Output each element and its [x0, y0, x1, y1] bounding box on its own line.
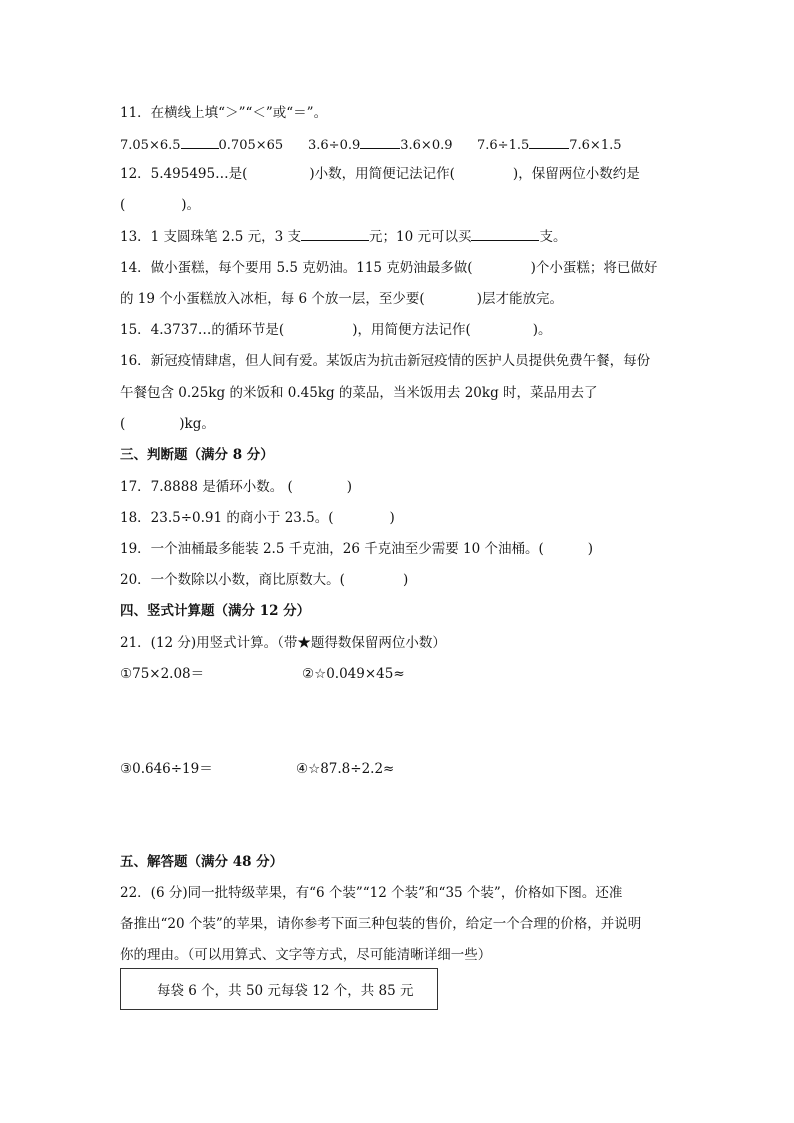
q12-text-d: ( — [120, 197, 126, 213]
q12-text-a: 12．5.495495…是( — [120, 166, 248, 182]
q18-close: ) — [389, 510, 395, 526]
q14-line-1 — [120, 259, 657, 277]
q21-title: 21．(12 分)用竖式计算。（带★题得数保留两位小数） — [120, 635, 446, 651]
q17-line — [120, 478, 352, 496]
q20-text: 20．一个数除以小数，商比原数大。( — [120, 572, 345, 588]
q11-c2-left: 3.6÷0.9 — [308, 138, 361, 153]
q18-text: 18．23.5÷0.91 的商小于 23.5。( — [120, 510, 334, 526]
q13-text-a: 13．1 支圆珠笔 2.5 元，3 支 — [120, 229, 301, 245]
price-box: 每袋 6 个，共 50 元每袋 12 个，共 85 元 — [120, 968, 438, 1010]
q11-c1-left: 7.05×6.5 — [120, 138, 181, 153]
q11-blank-2[interactable] — [360, 136, 400, 149]
q18-line — [120, 509, 395, 527]
q11-c3-right: 7.6×1.5 — [569, 138, 622, 153]
q15-text-a: 15．4.3737…的循环节是( — [120, 322, 285, 338]
q14-line-2 — [120, 290, 563, 308]
q21-problem-3: ③0.646÷19＝ — [120, 761, 213, 777]
q11-compare-1 — [120, 136, 283, 153]
q11-blank-1[interactable] — [181, 136, 219, 149]
q13-line — [120, 228, 566, 246]
q12-line-1 — [120, 165, 640, 183]
q11-compare-3 — [477, 136, 622, 153]
q16-line-3 — [120, 415, 215, 433]
q16-text-a: ( — [120, 416, 126, 432]
q11-compare-2 — [308, 136, 453, 153]
q22-line-3: 你的理由。（可以用算式、文字等方式，尽可能清晰详细一些） — [120, 947, 492, 963]
q16-line-1: 16．新冠疫情肆虐，但人间有爱。某饭店为抗击新冠疫情的医护人员提供免费午餐，每份 — [120, 353, 651, 369]
q11-c2-right: 3.6×0.9 — [400, 138, 453, 153]
q19-text: 19．一个油桶最多能装 2.5 千克油，26 千克油至少需要 10 个油桶。( — [120, 541, 544, 557]
q14-text-a: 14．做小蛋糕，每个要用 5.5 克奶油。115 克奶油最多做( — [120, 260, 473, 276]
q22-line-2: 备推出“20 个装”的苹果，请你参考下面三种包装的售价，给定一个合理的价格，并说明 — [120, 916, 642, 932]
q20-close: ) — [402, 572, 409, 588]
q14-text-b: )个小蛋糕；将已做好 — [530, 260, 658, 276]
q13-text-c: 支。 — [539, 229, 567, 245]
q19-line — [120, 540, 593, 558]
q13-text-b: 元；10 元可以买 — [369, 229, 472, 245]
q11-c3-left: 7.6÷1.5 — [477, 138, 530, 153]
q17-text: 17．7.8888 是循环小数。 ( — [120, 479, 293, 495]
q11-title: 11．在横线上填“＞”“＜”或“＝”。 — [120, 105, 328, 121]
q14-text-c: 的 19 个小蛋糕放入冰柜，每 6 个放一层，至少要( — [120, 291, 425, 307]
q15-line — [120, 321, 552, 339]
q15-text-b: )，用简便方法记作( — [352, 322, 471, 338]
q17-close: ) — [346, 479, 353, 495]
q20-line — [120, 571, 408, 589]
q21-problem-2: ②☆0.049×45≈ — [302, 666, 405, 682]
q19-close: ) — [587, 541, 594, 557]
q13-blank-2[interactable] — [471, 228, 539, 241]
q21-problem-1: ①75×2.08＝ — [120, 666, 205, 682]
q21-problem-4: ④☆87.8÷2.2≈ — [296, 761, 395, 777]
q12-text-c: )，保留两位小数约是 — [512, 166, 640, 182]
q15-text-c: )。 — [532, 322, 552, 338]
q16-text-b: )kg。 — [179, 416, 215, 432]
q12-text-e: )。 — [181, 197, 201, 213]
q13-blank-1[interactable] — [301, 228, 369, 241]
q16-line-2: 午餐包含 0.25kg 的米饭和 0.45kg 的菜品，当米饭用去 20kg 时，菜品用去了 — [120, 385, 598, 401]
section-3-heading: 三、判断题（满分 8 分） — [120, 447, 274, 463]
q22-line-1: 22．(6 分)同一批特级苹果，有“6 个装”“12 个装”和“35 个装”，价格如下图。还准 — [120, 885, 623, 901]
section-4-heading: 四、竖式计算题（满分 12 分） — [120, 603, 311, 619]
q11-c1-right: 0.705×65 — [218, 138, 284, 153]
section-5-heading: 五、解答题（满分 48 分） — [120, 854, 284, 870]
q11-blank-3[interactable] — [529, 136, 569, 149]
q12-text-b: )小数，用简便记法记作( — [309, 166, 455, 182]
q12-line-2 — [120, 196, 200, 214]
q14-text-d: )层才能放完。 — [476, 291, 563, 307]
